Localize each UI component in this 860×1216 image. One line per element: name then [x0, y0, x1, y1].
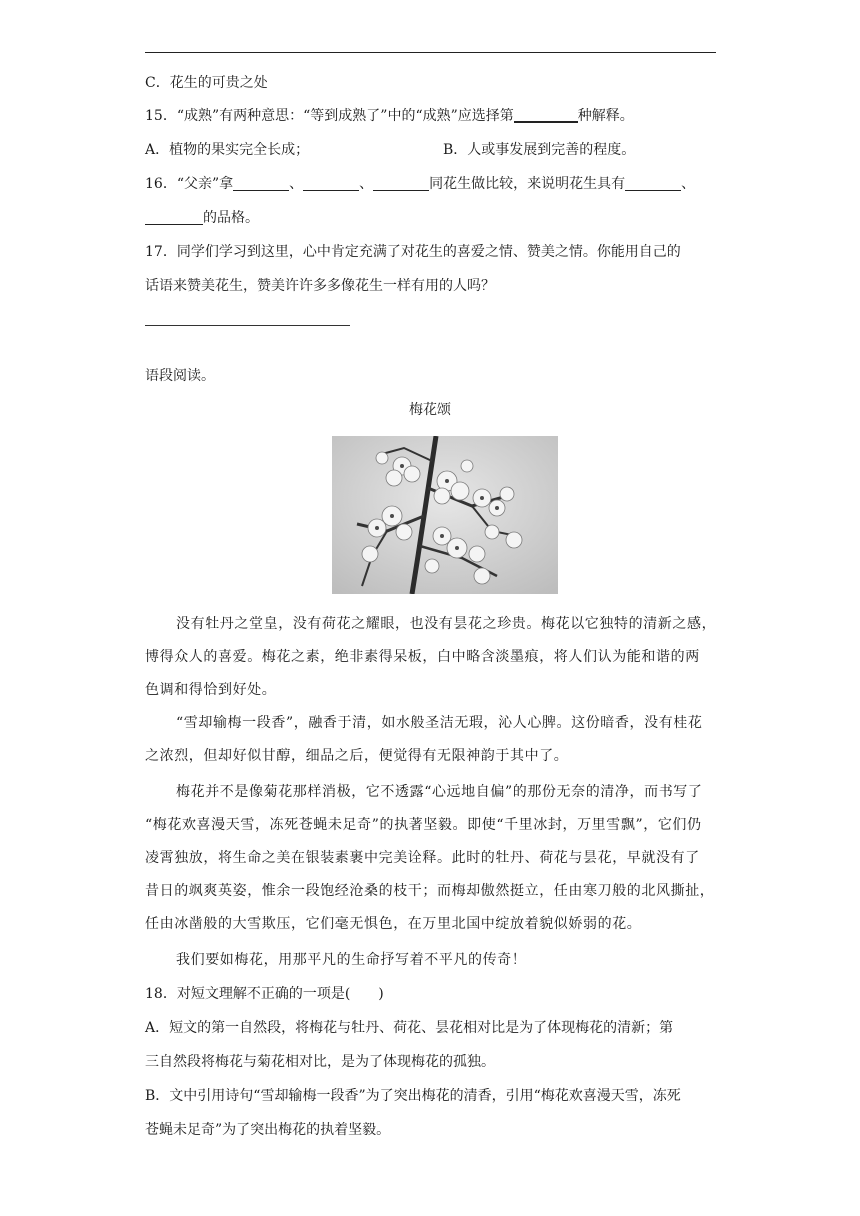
q17-answer-line[interactable] — [145, 325, 350, 326]
q18-option-a-line2: 三自然段将梅花与菊花相对比，是为了体现梅花的孤独。 — [145, 1054, 495, 1070]
passage-p2-line2: 之浓烈，但却好似甘醇，细品之后，便觉得有无限神韵于其中了。 — [145, 748, 569, 764]
passage-p3-line1: 梅花并不是像菊花那样消极，它不透露“心远地自偏”的那份无奈的清净，而书写了 — [176, 784, 703, 800]
q16-part2: 、 — [289, 176, 304, 192]
passage-p1-line1: 没有牡丹之堂皇，没有荷花之耀眼，也没有昙花之珍贵。梅花以它独特的清新之感， — [176, 616, 717, 632]
q18-stem: 18．对短文理解不正确的一项是( ) — [145, 986, 384, 1002]
q16-part1: 16．“父亲”拿 — [145, 176, 234, 192]
q15-suffix: 种解释。 — [577, 108, 634, 124]
q16-part4: 同花生做比较，来说明花生具有 — [429, 176, 626, 192]
q15-option-b: B．人或事发展到完善的程度。 — [443, 142, 636, 158]
q16-line1 — [145, 174, 695, 194]
q15-prefix: 15．“成熟”有两种意思：“等到成熟了”中的“成熟”应选择第 — [145, 108, 514, 124]
passage-p3-line5: 任由冰凿般的大雪欺压，它们毫无惧色，在万里北国中绽放着貌似娇弱的花。 — [145, 916, 642, 932]
passage-p4-line1: 我们要如梅花，用那平凡的生命抒写着不平凡的传奇！ — [176, 952, 527, 968]
q18-option-b-line2: 苍蝇未足奇”为了突出梅花的执着坚毅。 — [145, 1122, 391, 1138]
q15-stem — [145, 106, 634, 126]
q16-part5: 、 — [681, 176, 696, 192]
passage-p3-line4: 昔日的飒爽英姿，惟余一段饱经沧桑的枝干；而梅却傲然挺立，任由寒刀般的北风撕扯， — [145, 883, 715, 899]
q15-option-a: A．植物的果实完全长成； — [145, 142, 310, 158]
q17-line1: 17．同学们学习到这里，心中肯定充满了对花生的喜爱之情、赞美之情。你能用自己的 — [145, 244, 681, 260]
plum-blossom-photo — [332, 436, 558, 594]
q16-blank-5[interactable] — [145, 210, 203, 225]
passage-p3-line3: 凌霄独放，将生命之美在银装素裹中完美诠释。此时的牡丹、荷花与昙花，早就没有了 — [145, 850, 700, 866]
header-rule — [145, 52, 716, 53]
section-label: 语段阅读。 — [145, 368, 215, 384]
q18-option-a-line1: A．短文的第一自然段，将梅花与牡丹、荷花、昙花相对比是为了体现梅花的清新；第 — [145, 1020, 674, 1036]
q16-part6: 的品格。 — [203, 210, 259, 226]
q16-blank-2[interactable] — [303, 176, 359, 191]
q18-option-b-line1: B．文中引用诗句“雪却输梅一段香”为了突出梅花的清香，引用“梅花欢喜漫天雪，冻死 — [145, 1088, 681, 1104]
passage-title: 梅花颂 — [409, 402, 451, 418]
q14-option-c: C．花生的可贵之处 — [145, 75, 268, 91]
q16-blank-3[interactable] — [373, 176, 429, 191]
passage-p1-line3: 色调和得恰到好处。 — [145, 682, 277, 698]
q16-line2 — [145, 208, 259, 228]
passage-p2-line1: “雪却输梅一段香”，融香于清，如水般圣洁无瑕，沁人心脾。这份暗香，没有桂花 — [176, 715, 703, 731]
q15-answer-blank[interactable] — [514, 107, 578, 123]
q16-blank-1[interactable] — [233, 176, 289, 191]
q16-blank-4[interactable] — [625, 176, 681, 191]
q16-part3: 、 — [359, 176, 374, 192]
passage-p1-line2: 博得众人的喜爱。梅花之素，绝非素得呆板，白中略含淡墨痕，将人们认为能和谐的两 — [145, 649, 700, 665]
passage-p3-line2: “梅花欢喜漫天雪，冻死苍蝇未足奇”的执著坚毅。即使“千里冰封，万里雪飘”，它们仍 — [145, 817, 702, 833]
plum-blossom-illustration — [332, 436, 558, 594]
q17-line2: 话语来赞美花生，赞美许许多多像花生一样有用的人吗？ — [145, 278, 495, 294]
